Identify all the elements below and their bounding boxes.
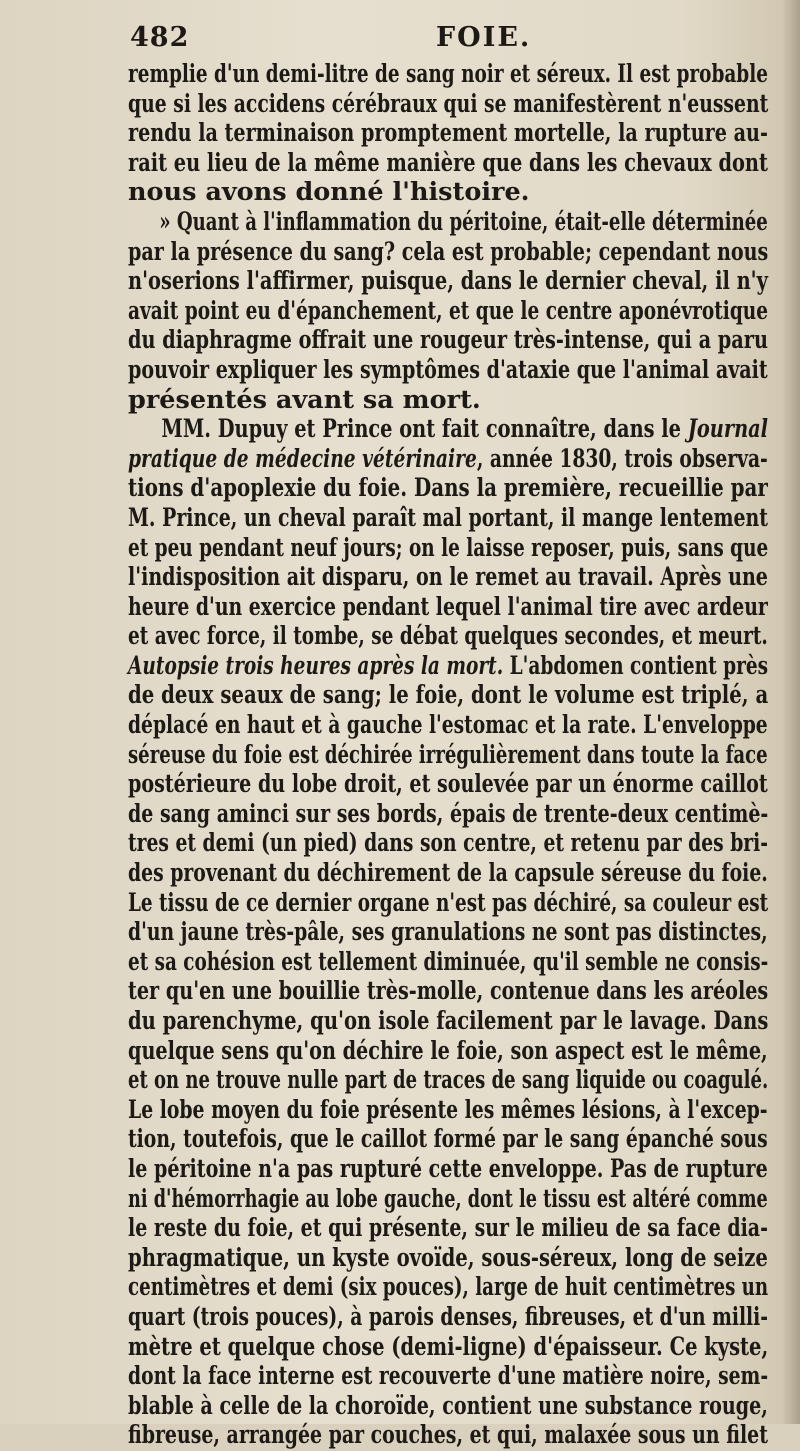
text-line: d'un jaune très-pâle, ses granulations ne sont pas distinctes, xyxy=(128,917,768,948)
text-line: postérieure du lobe droit, et soulevée par un énorme caillot xyxy=(128,769,768,800)
text-line: le péritoine n'a pas rupturé cette enveloppe. Pas de rupture xyxy=(128,1153,768,1184)
text-line: nous avons donné l'histoire. xyxy=(128,177,530,208)
page-number: 482 xyxy=(130,22,190,53)
italic-text: pratique de médecine vétérinaire xyxy=(128,443,477,474)
text-line: que si les accidens cérébraux qui se manifestèrent n'eussent xyxy=(128,88,769,119)
text-line: rait eu lieu de la même manière que dans les chevaux dont xyxy=(128,147,768,178)
text-line: de sang aminci sur ses bords, épais de trente-deux centimè- xyxy=(128,798,769,829)
text-line: » Quant à l'inflammation du péritoine, était-elle déterminée xyxy=(159,206,768,237)
text-line: remplie d'un demi-litre de sang noir et séreux. Il est probable xyxy=(128,59,768,89)
text-line: phragmatique, un kyste ovoïde, sous-séreux, long de seize xyxy=(128,1242,768,1273)
text-line: n'oserions l'affirmer, puisque, dans le dernier cheval, il n'y xyxy=(128,266,768,297)
text-line: Autopsie trois heures après la mort. L'abdomen contient près xyxy=(128,650,769,681)
text-line: MM. Dupuy et Prince ont fait connaître, dans le Journal xyxy=(161,414,769,445)
text-line: fibreuse, arrangée par couches, et qui, malaxée sous un filet xyxy=(128,1420,768,1451)
text-line: le reste du foie, et qui présente, sur le milieu de sa face dia- xyxy=(128,1213,768,1244)
text-line: l'indisposition ait disparu, on le remet au travail. Après une xyxy=(128,562,768,593)
text-line: pouvoir expliquer les symptômes d'ataxie que l'animal avait xyxy=(128,354,768,385)
text-line: Le tissu de ce dernier organe n'est pas déchiré, sa couleur est xyxy=(128,887,769,918)
text-line: déplacé en haut et à gauche l'estomac et la rate. L'enveloppe xyxy=(128,710,768,741)
text-line: séreuse du foie est déchirée irrégulièrement dans toute la face xyxy=(128,739,768,770)
text-line: ter qu'en une bouillie très-molle, contenue dans les aréoles xyxy=(128,976,769,1007)
text-line: quart (trois pouces), à parois denses, fibreuses, et d'un milli- xyxy=(128,1301,768,1332)
text-line: et avec force, il tombe, se débat quelques secondes, et meurt. xyxy=(128,621,768,652)
text-line: par la présence du sang? cela est probable; cependant nous xyxy=(128,236,769,267)
text-line: des provenant du déchirement de la capsule séreuse du foie. xyxy=(128,858,768,889)
text-line: centimètres et demi (six pouces), large de huit centimètres un xyxy=(128,1272,769,1303)
italic-text: Journal xyxy=(687,414,769,445)
text-line: et on ne trouve nulle part de traces de sang liquide ou coagulé. xyxy=(128,1065,769,1096)
page-edge-shadow xyxy=(782,0,800,1424)
text-line: ni d'hémorrhagie au lobe gauche, dont le tissu est altéré comme xyxy=(128,1183,768,1214)
text-line: du diaphragme offrait une rougeur très-intense, qui a paru xyxy=(128,325,768,356)
page-header xyxy=(130,22,770,58)
text-line: mètre et quelque chose (demi-ligne) d'épaisseur. Ce kyste, xyxy=(128,1331,769,1362)
text-line: Le lobe moyen du foie présente les mêmes lésions, à l'excep- xyxy=(128,1094,768,1125)
text-line: dont la face interne est recouverte d'une matière noire, sem- xyxy=(128,1361,769,1392)
text-line: rendu la terminaison promptement mortelle, la rupture au- xyxy=(128,118,768,149)
text-line: de deux seaux de sang; le foie, dont le volume est triplé, a xyxy=(128,680,769,711)
text-line: M. Prince, un cheval paraît mal portant, il mange lentement xyxy=(128,502,769,533)
text-line: tion, toutefois, que le caillot formé par le sang épanché sous xyxy=(128,1124,768,1155)
body-text xyxy=(128,60,768,1451)
text-line: et sa cohésion est tellement diminuée, qu'il semble ne consis- xyxy=(128,946,769,977)
text-line: et peu pendant neuf jours; on le laisse reposer, puis, sans que xyxy=(128,532,769,563)
text-line: tres et demi (un pied) dans son centre, et retenu par des bri- xyxy=(128,828,769,859)
text-line: avait point eu d'épanchement, et que le centre aponévrotique xyxy=(128,295,769,326)
text-line: blable à celle de la choroïde, contient une substance rouge, xyxy=(128,1390,768,1421)
text-line: présentés avant sa mort. xyxy=(128,384,481,415)
text-line: tions d'apoplexie du foie. Dans la première, recueillie par xyxy=(128,473,768,504)
text-line: quelque sens qu'on déchire le foie, son aspect est le même, xyxy=(128,1035,768,1066)
text-line: heure d'un exercice pendant lequel l'animal tire avec ardeur xyxy=(128,591,768,622)
text-line: pratique de médecine vétérinaire, année 1830, trois observa- xyxy=(128,443,768,474)
text-line: du parenchyme, qu'on isole facilement par le lavage. Dans xyxy=(128,1006,769,1036)
running-title: FOIE. xyxy=(436,22,532,53)
italic-text: Autopsie trois heures après la mort. xyxy=(128,650,504,681)
